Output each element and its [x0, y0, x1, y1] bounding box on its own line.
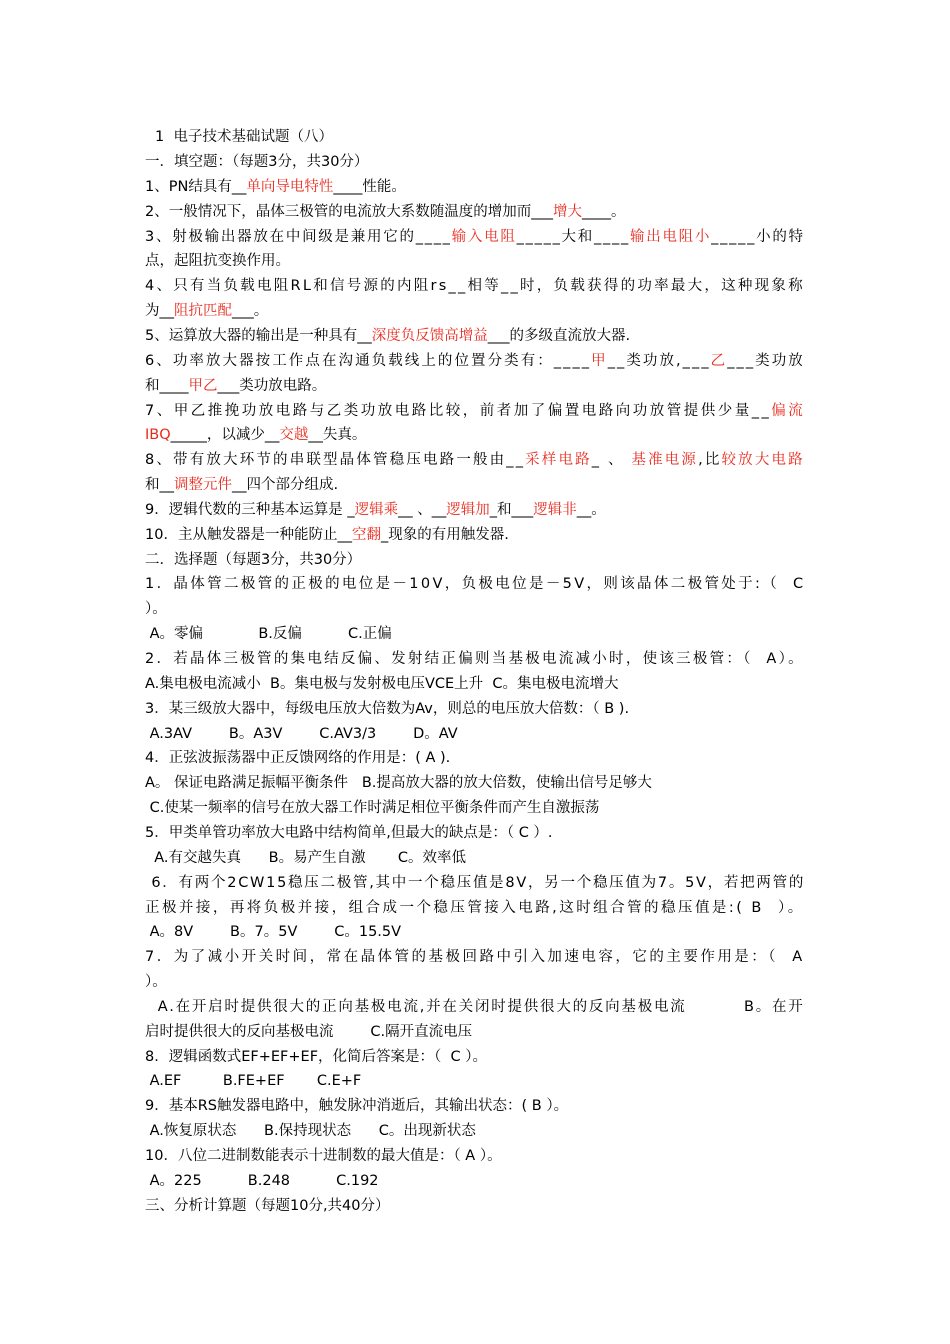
text-line	[145, 1121, 476, 1141]
answer-text: 深度负反馈高增益	[371, 328, 488, 344]
text-line	[145, 351, 805, 371]
text-line	[145, 624, 392, 644]
question-text: ___的多级直流放大器.	[487, 328, 631, 344]
text-line	[145, 898, 805, 918]
question-text: _____大和____	[516, 229, 630, 245]
answer-text: 甲	[591, 353, 608, 369]
answer-text: 偏流	[771, 403, 806, 419]
text-line	[145, 873, 805, 893]
text-line	[145, 500, 606, 520]
question-text: ）。	[145, 974, 167, 990]
question-text: ___。	[232, 303, 269, 319]
question-text: A.EF B.FE+EF C.E+F	[145, 1073, 362, 1089]
text-line	[145, 425, 366, 445]
question-text: _____小的特	[711, 229, 805, 245]
question-text: A.3AV B。A3V C.AV3/3 D。AV	[145, 726, 458, 742]
question-text: A。零偏 B.反偏 C.正偏	[145, 626, 392, 642]
text-line	[145, 1146, 502, 1166]
question-text: __ 、__	[398, 502, 447, 518]
question-text: 启时提供很大的反向基极电流 C.隔开直流电压	[145, 1024, 473, 1040]
text-line	[145, 649, 805, 669]
question-text: 和__	[145, 477, 174, 493]
text-line	[145, 401, 805, 421]
question-text: 4．正弦波振荡器中正反馈网络的作用是：( A ).	[145, 750, 451, 766]
text-line	[145, 1022, 472, 1042]
answer-text: 较放大电路	[721, 452, 805, 468]
text-line	[145, 599, 167, 619]
question-text: 正极并接，再将负极并接，组合成一个稳压管接入电路,这时组合管的稳压值是:( B ）。	[145, 900, 805, 916]
text-line	[145, 251, 290, 271]
text-line	[145, 550, 361, 570]
text-line	[145, 152, 368, 172]
answer-text: 逻辑非	[533, 502, 577, 518]
answer-text: 采样电路	[525, 452, 592, 468]
answer-text: 增大	[552, 204, 582, 220]
text-line	[145, 997, 805, 1017]
question-text: 5、运算放大器的输出是一种具有__	[145, 328, 372, 344]
question-text: ）。	[145, 601, 167, 617]
answer-text: 逻辑加	[446, 502, 490, 518]
answer-text: 调整元件	[174, 477, 232, 493]
question-text: A。8V B。7。5V C。15.5V	[145, 924, 402, 940]
question-text: A。 保证电路满足振幅平衡条件 B.提高放大器的放大倍数，使输出信号足够大	[145, 775, 652, 791]
question-text: 6、功率放大器按工作点在沟通负载线上的位置分类有：____	[145, 353, 592, 369]
text-line	[145, 798, 599, 818]
text-line	[145, 1047, 487, 1067]
answer-text: IBQ	[145, 427, 171, 443]
text-line	[145, 1096, 568, 1116]
question-text: 2．若晶体三极管的集电结反偏、发射结正偏则当基极电流减小时，使该三极管：（ A）。	[145, 651, 805, 667]
text-line	[145, 301, 268, 321]
question-text: __四个部分组成.	[232, 477, 339, 493]
text-line	[145, 848, 466, 868]
question-text: 9．逻辑代数的三种基本运算是 _	[145, 502, 355, 518]
text-line	[145, 475, 338, 495]
text-line	[145, 748, 450, 768]
document-title: 1 电子技术基础试题（八）	[155, 129, 333, 145]
question-text: 1．晶体管二极管的正极的电位是－10V，负极电位是－5V，则该晶体二极管处于:（ C	[145, 576, 806, 592]
question-text: ,比	[698, 452, 722, 468]
question-text: A.有交越失真 B。易产生自激 C。效率低	[145, 850, 466, 866]
text-line	[145, 972, 167, 992]
question-text: 10．八位二进制数能表示十进制数的最大值是：（ A ）。	[145, 1148, 502, 1164]
answer-text: 单向导电特性	[246, 179, 334, 195]
question-text: 三、分析计算题（每题10分,共40分）	[145, 1198, 390, 1214]
text-line	[145, 699, 629, 719]
answer-text: 甲乙	[188, 378, 218, 394]
question-text: 1、PN结具有__	[145, 179, 247, 195]
question-text: 6．有两个2CW15稳压二极管,其中一个稳压值是8V，另一个稳压值为7。5V，若把两管的	[145, 875, 806, 891]
question-text: A.集电极电流减小 B。集电极与发射极电压VCE上升 C。集电极电流增大	[145, 676, 619, 692]
question-text: 4、只有当负载电阻RL和信号源的内阻rs__相等__时，负载获得的功率最大，这种现象称	[145, 278, 805, 294]
question-text: 和____	[145, 378, 189, 394]
question-text: 8．逻辑函数式EF+EF+EF，化简后答案是：（ C ）。	[145, 1049, 487, 1065]
question-text: 3．某三级放大器中，每级电压放大倍数为Av，则总的电压放大倍数：（ B ).	[145, 701, 630, 717]
question-text: A.在开启时提供很大的正向基极电流,并在关闭时提供很大的反向基极电流 B。在开	[145, 999, 805, 1015]
text-line	[145, 724, 458, 744]
question-text: __类功放,___	[607, 353, 711, 369]
question-text: 9．基本RS触发器电路中，触发脉冲消逝后，其输出状态：( B ）。	[145, 1098, 569, 1114]
answer-text: 输入电阻	[451, 229, 517, 245]
text-line	[145, 276, 805, 296]
question-text: 二．选择题（每题3分，共30分）	[145, 552, 362, 568]
question-text: 为__	[145, 303, 174, 319]
answer-text: 基准电源	[631, 452, 699, 468]
answer-text: 输出电阻小	[629, 229, 712, 245]
answer-text: 逻辑乘	[354, 502, 399, 518]
text-line	[145, 674, 619, 694]
question-text: 3、射极输出器放在中间级是兼用它的____	[145, 229, 452, 245]
question-text: __失真。	[308, 427, 367, 443]
text-line	[145, 1071, 361, 1091]
text-line	[145, 525, 509, 545]
question-text: 5．甲类单管功率放大电路中结构简单,但最大的缺点是：（ C ）.	[145, 825, 553, 841]
question-text: _现象的有用触发器.	[380, 527, 509, 543]
text-line	[145, 326, 630, 346]
question-text: _ 、	[591, 452, 632, 468]
text-line	[145, 574, 805, 594]
text-line	[145, 1196, 390, 1216]
question-text: 7．为了减小开关时间，常在晶体管的基极回路中引入加速电容，它的主要作用是：（ A	[145, 949, 805, 965]
question-text: 10．主从触发器是一种能防止__	[145, 527, 352, 543]
question-text: A.恢复原状态 B.保持现状态 C。出现新状态	[145, 1123, 476, 1139]
question-text: 点，起阻抗变换作用。	[145, 253, 290, 269]
answer-text: 乙	[710, 353, 728, 369]
question-text: 一．填空题：（每题3分，共30分）	[145, 154, 369, 170]
answer-text: 空翻	[351, 527, 381, 543]
text-line	[145, 773, 652, 793]
text-line	[145, 376, 326, 396]
question-text: __。	[576, 502, 606, 518]
question-text: C.使某一频率的信号在放大器工作时满足相位平衡条件而产生自激振荡	[145, 800, 600, 816]
text-line	[145, 1171, 379, 1191]
question-text: _和___	[489, 502, 534, 518]
question-text: ____性能。	[333, 179, 406, 195]
text-line	[145, 823, 553, 843]
question-text: 7、甲乙推挽功放电路与乙类功放电路比较，前者加了偏置电路向功放管提供少量__	[145, 403, 772, 419]
text-line	[145, 202, 625, 222]
answer-text: 阻抗匹配	[174, 303, 232, 319]
question-text: 2、一般情况下，晶体三极管的电流放大系数随温度的增加而___	[145, 204, 553, 220]
text-line	[145, 947, 805, 967]
question-text: ____。	[581, 204, 626, 220]
question-text: _____，以减少__	[170, 427, 280, 443]
text-line	[145, 450, 805, 470]
question-text: A。225 B.248 C.192	[145, 1173, 379, 1189]
text-line	[145, 922, 401, 942]
question-text: 8、带有放大环节的串联型晶体管稳压电路一般由__	[145, 452, 526, 468]
answer-text: 交越	[279, 427, 309, 443]
question-text: ___类功放电路。	[217, 378, 327, 394]
question-text: ___类功放	[727, 353, 805, 369]
text-line	[145, 177, 406, 197]
text-line	[145, 227, 805, 247]
